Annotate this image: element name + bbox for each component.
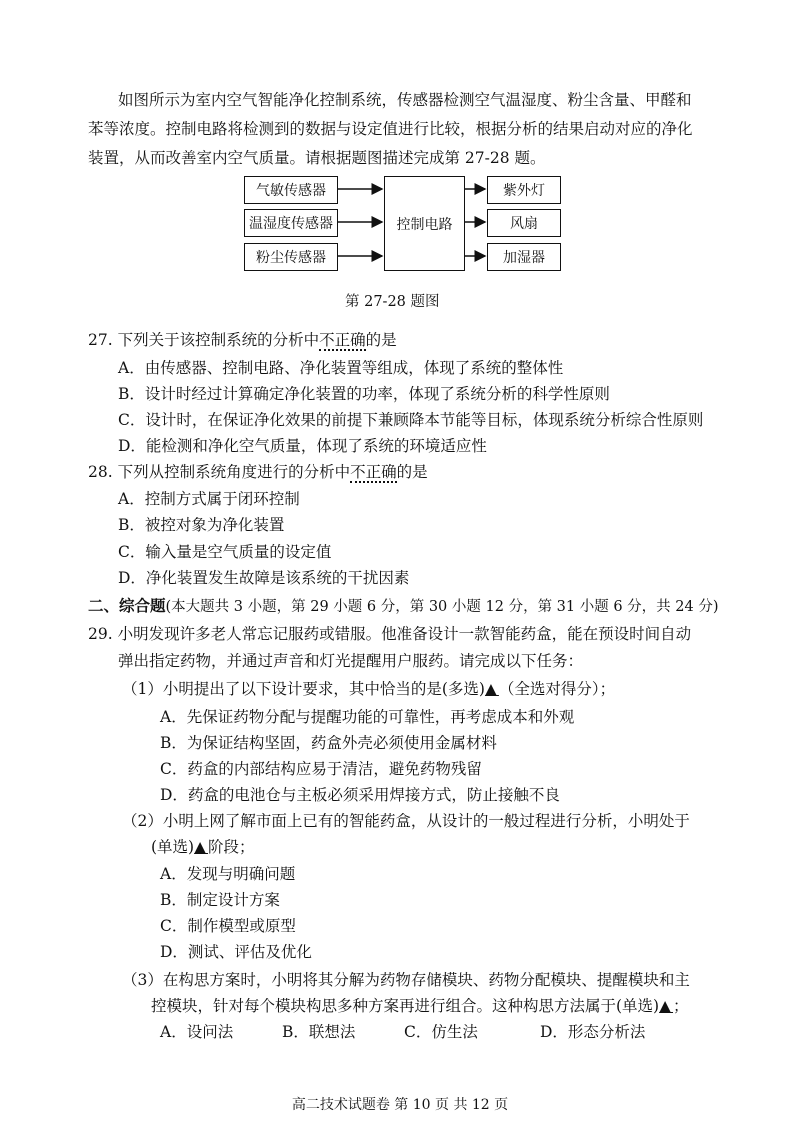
q27-stem-c: 的是 <box>365 331 397 349</box>
section2-title: 二、综合题 <box>88 596 166 615</box>
q29-sub2-stem-line-1: （2）小明上网了解市面上已有的智能药盒，从设计的一般过程进行分析，小明处于 <box>122 812 690 830</box>
q28-option-a: A．控制方式属于闭环控制 <box>118 490 300 508</box>
q29-sub3-stem-b: ； <box>673 997 689 1015</box>
q29-sub1-option-c: C．药盒的内部结构应易于清洁，避免药物残留 <box>160 760 482 778</box>
intro-line-1: 如图所示为室内空气智能净化控制系统，传感器检测空气温湿度、粉尘含量、甲醛和 <box>118 91 692 109</box>
q29-sub1-stem <box>122 679 615 699</box>
humidifier-box: 加湿器 <box>487 243 561 271</box>
q27-option-b: B．设计时经过计算确定净化装置的功率，体现了系统分析的科学性原则 <box>118 385 610 403</box>
q28-stem-a: 28. 下列从控制系统角度进行的分析中 <box>88 463 351 481</box>
q29-sub3-option-a: A．设问法 <box>160 1023 234 1041</box>
q29-sub2-answer-blank[interactable]: ▲ <box>194 838 209 856</box>
q29-sub1-stem-a: （1）小明提出了以下设计要求，其中恰当的是(多选) <box>122 680 485 698</box>
q28-option-b: B．被控对象为净化装置 <box>118 516 285 534</box>
q29-sub2-option-d: D．测试、评估及优化 <box>160 943 312 961</box>
q29-sub1-option-b: B．为保证结构坚固，药盒外壳必须使用金属材料 <box>160 734 497 752</box>
q28-stem-c: 的是 <box>396 463 428 481</box>
q29-sub3-answer-blank[interactable]: ▲ <box>659 997 674 1015</box>
q29-sub1-stem-b: （全选对得分）； <box>498 680 616 698</box>
q29-sub1-option-d: D．药盒的电池仓与主板必须采用焊接方式，防止接触不良 <box>160 786 560 804</box>
q29-sub3-option-c: C．仿生法 <box>404 1023 478 1041</box>
q29-sub3-option-d: D．形态分析法 <box>540 1023 646 1041</box>
q29-sub3-stem-line-1: （3）在构思方案时，小明将其分解为药物存储模块、药物分配模块、提醒模块和主 <box>122 971 690 989</box>
q29-sub2-option-b: B．制定设计方案 <box>160 891 280 909</box>
q27-stem-a: 27. 下列关于该控制系统的分析中 <box>88 331 320 349</box>
gas-sensor-box: 气敏传感器 <box>244 176 338 204</box>
q28-emphasis: 不正确 <box>350 463 397 481</box>
q29-sub2-stem-b: 阶段； <box>208 838 255 856</box>
section2-note: (本大题共 3 小题，第 29 小题 6 分，第 30 小题 12 分，第 31 小题 6 分，共 24 分) <box>165 599 719 615</box>
q29-sub2-stem-line-2 <box>151 837 255 857</box>
q27-option-c: C．设计时，在保证净化效果的前提下兼顾降本节能等目标，体现系统分析综合性原则 <box>118 411 704 429</box>
q29-sub3-option-b: B．联想法 <box>282 1023 356 1041</box>
q29-sub3-stem-a: 控模块，针对每个模块构思多种方案再进行组合。这种构思方法属于(单选) <box>151 997 660 1015</box>
q29-sub3-stem-line-2 <box>151 996 689 1016</box>
q29-stem-line-2: 弹出指定药物，并通过声音和灯光提醒用户服药。请完成以下任务： <box>118 652 584 670</box>
q27-emphasis: 不正确 <box>319 331 366 349</box>
control-circuit-box: 控制电路 <box>384 176 465 271</box>
q29-stem-line-1: 29. 小明发现许多老人常忘记服药或错服。他准备设计一款智能药盒，能在预设时间自动 <box>88 625 692 643</box>
q29-sub1-answer-blank[interactable]: ▲ <box>484 680 499 698</box>
q29-sub2-option-c: C．制作模型或原型 <box>160 917 296 935</box>
uv-lamp-box: 紫外灯 <box>487 176 561 204</box>
q29-sub1-option-a: A．先保证药物分配与提醒功能的可靠性，再考虑成本和外观 <box>160 708 575 726</box>
q28-option-d: D．净化装置发生故障是该系统的干扰因素 <box>118 569 410 587</box>
q27-option-d: D．能检测和净化空气质量，体现了系统的环境适应性 <box>118 437 487 455</box>
section2-heading <box>88 596 719 617</box>
humidity-sensor-box: 温湿度传感器 <box>244 209 338 237</box>
q27-option-a: A．由传感器、控制电路、净化装置等组成，体现了系统的整体性 <box>118 359 564 377</box>
dust-sensor-box: 粉尘传感器 <box>244 243 338 271</box>
q29-sub2-stem-a: (单选) <box>151 838 195 856</box>
q28-option-c: C．输入量是空气质量的设定值 <box>118 543 332 561</box>
intro-line-3: 装置，从而改善室内空气质量。请根据题图描述完成第 27-28 题。 <box>88 149 546 167</box>
intro-line-2: 苯等浓度。控制电路将检测到的数据与设定值进行比较，根据分析的结果启动对应的净化 <box>88 120 693 138</box>
diagram-caption: 第 27-28 题图 <box>345 294 440 310</box>
q27-stem <box>88 330 397 350</box>
q28-stem <box>88 462 428 482</box>
fan-box: 风扇 <box>487 209 561 237</box>
page-footer: 高二技术试题卷 第 10 页 共 12 页 <box>291 1097 509 1113</box>
q29-sub2-option-a: A．发现与明确问题 <box>160 865 296 883</box>
